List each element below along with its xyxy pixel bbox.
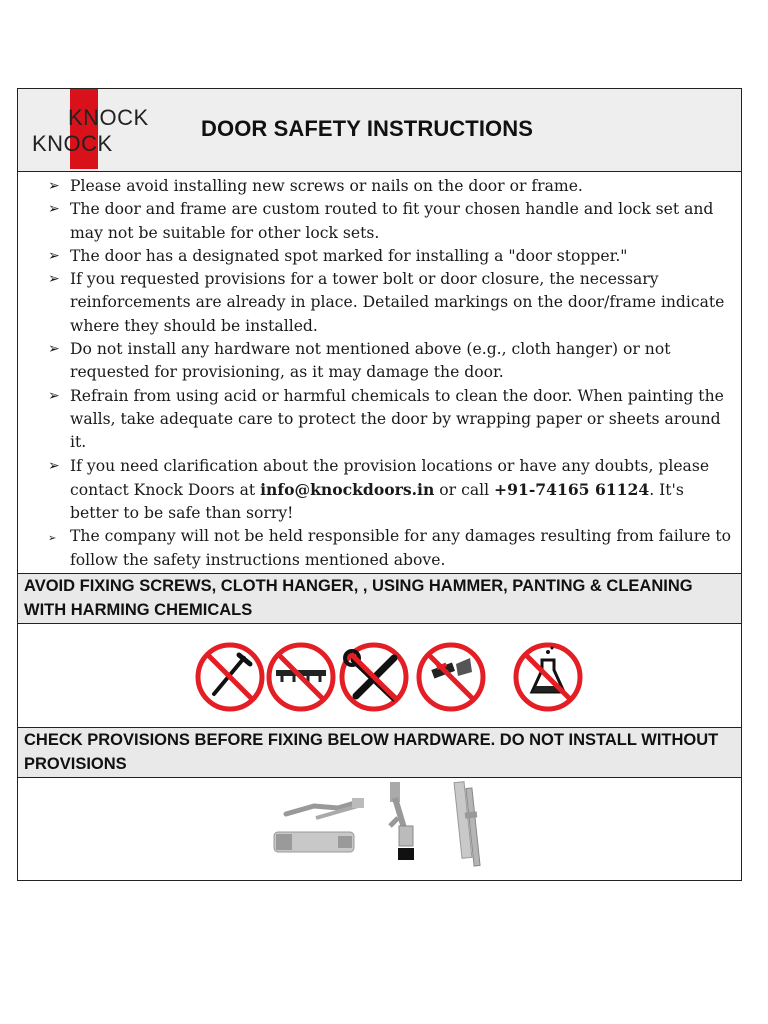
arrow-bullet-icon: ➢ (48, 341, 60, 358)
arrow-bullet-icon: ➢ (48, 271, 60, 288)
page-title: DOOR SAFETY INSTRUCTIONS (201, 116, 534, 141)
list-item: ➢ The company will not be held responsible for any damages resulting from failure to follow the safety instructions mentioned above. (48, 527, 732, 569)
no-cloth-hanger-icon (269, 645, 333, 709)
list-item: ➢ If you need clarification about the provision locations or have any doubts, please contact Knock Doors at info@knockdoors.in or call +91-74165 61124. It's better to be safe than sorry! (48, 456, 710, 523)
no-nails-icon (198, 645, 262, 709)
instructions-list (48, 175, 735, 572)
list-item: ➢ If you requested provisions for a tower bolt or door closure, the necessary reinforcements are already in place. Detailed markings on the door/frame indicate where they should be installed. (48, 270, 725, 335)
arrow-bullet-icon: ➢ (48, 247, 60, 264)
arrow-bullet-icon: ➢ (48, 533, 57, 545)
logo-text-top: KNOCK (68, 105, 149, 130)
prohibition-icons-row (18, 624, 741, 728)
list-item: ➢ Please avoid installing new screws or nails on the door or frame. (48, 175, 735, 198)
door-stopper-icon (390, 782, 414, 860)
list-item: ➢ Do not install any hardware not mentioned above (e.g., cloth hanger) or not requested for provisioning, as it may damage the door. (48, 340, 671, 382)
provision-band: CHECK PROVISIONS BEFORE FIXING BELOW HARDWARE. DO NOT INSTALL WITHOUT PROVISIONS (18, 728, 741, 778)
header-row (18, 89, 741, 172)
arrow-bullet-icon: ➢ (48, 457, 60, 474)
list-item: ➢ Refrain from using acid or harmful chemicals to clean the door. When painting the walls, take adequate care to protect the door by wrapping paper or sheets around it. (48, 386, 724, 452)
no-chemicals-icon (516, 645, 580, 709)
arrow-bullet-icon: ➢ (48, 387, 60, 404)
tower-bolt-icon (454, 782, 480, 866)
hardware-row (18, 778, 741, 880)
instructions-row (18, 172, 741, 574)
list-item: ➢ The door has a designated spot marked for installing a "door stopper." (48, 245, 735, 268)
warning-band: AVOID FIXING SCREWS, CLOTH HANGER, , USING HAMMER, PANTING & CLEANING WITH HARMING CHEMICALS (18, 574, 741, 624)
arrow-bullet-icon: ➢ (48, 178, 60, 194)
contact-email[interactable]: info@knockdoors.in (260, 479, 435, 499)
no-tools-icon (342, 645, 406, 709)
safety-sheet (17, 88, 742, 881)
arrow-bullet-icon: ➢ (48, 201, 60, 218)
contact-phone[interactable]: +91-74165 61124 (494, 479, 650, 499)
list-item: ➢ The door and frame are custom routed to fit your chosen handle and lock set and may not be suitable for other lock sets. (48, 200, 714, 242)
logo-text-bottom: KNOCK (32, 131, 113, 156)
no-painting-icon (419, 645, 483, 709)
door-closer-icon (274, 798, 364, 852)
knock-knock-logo (30, 89, 170, 169)
